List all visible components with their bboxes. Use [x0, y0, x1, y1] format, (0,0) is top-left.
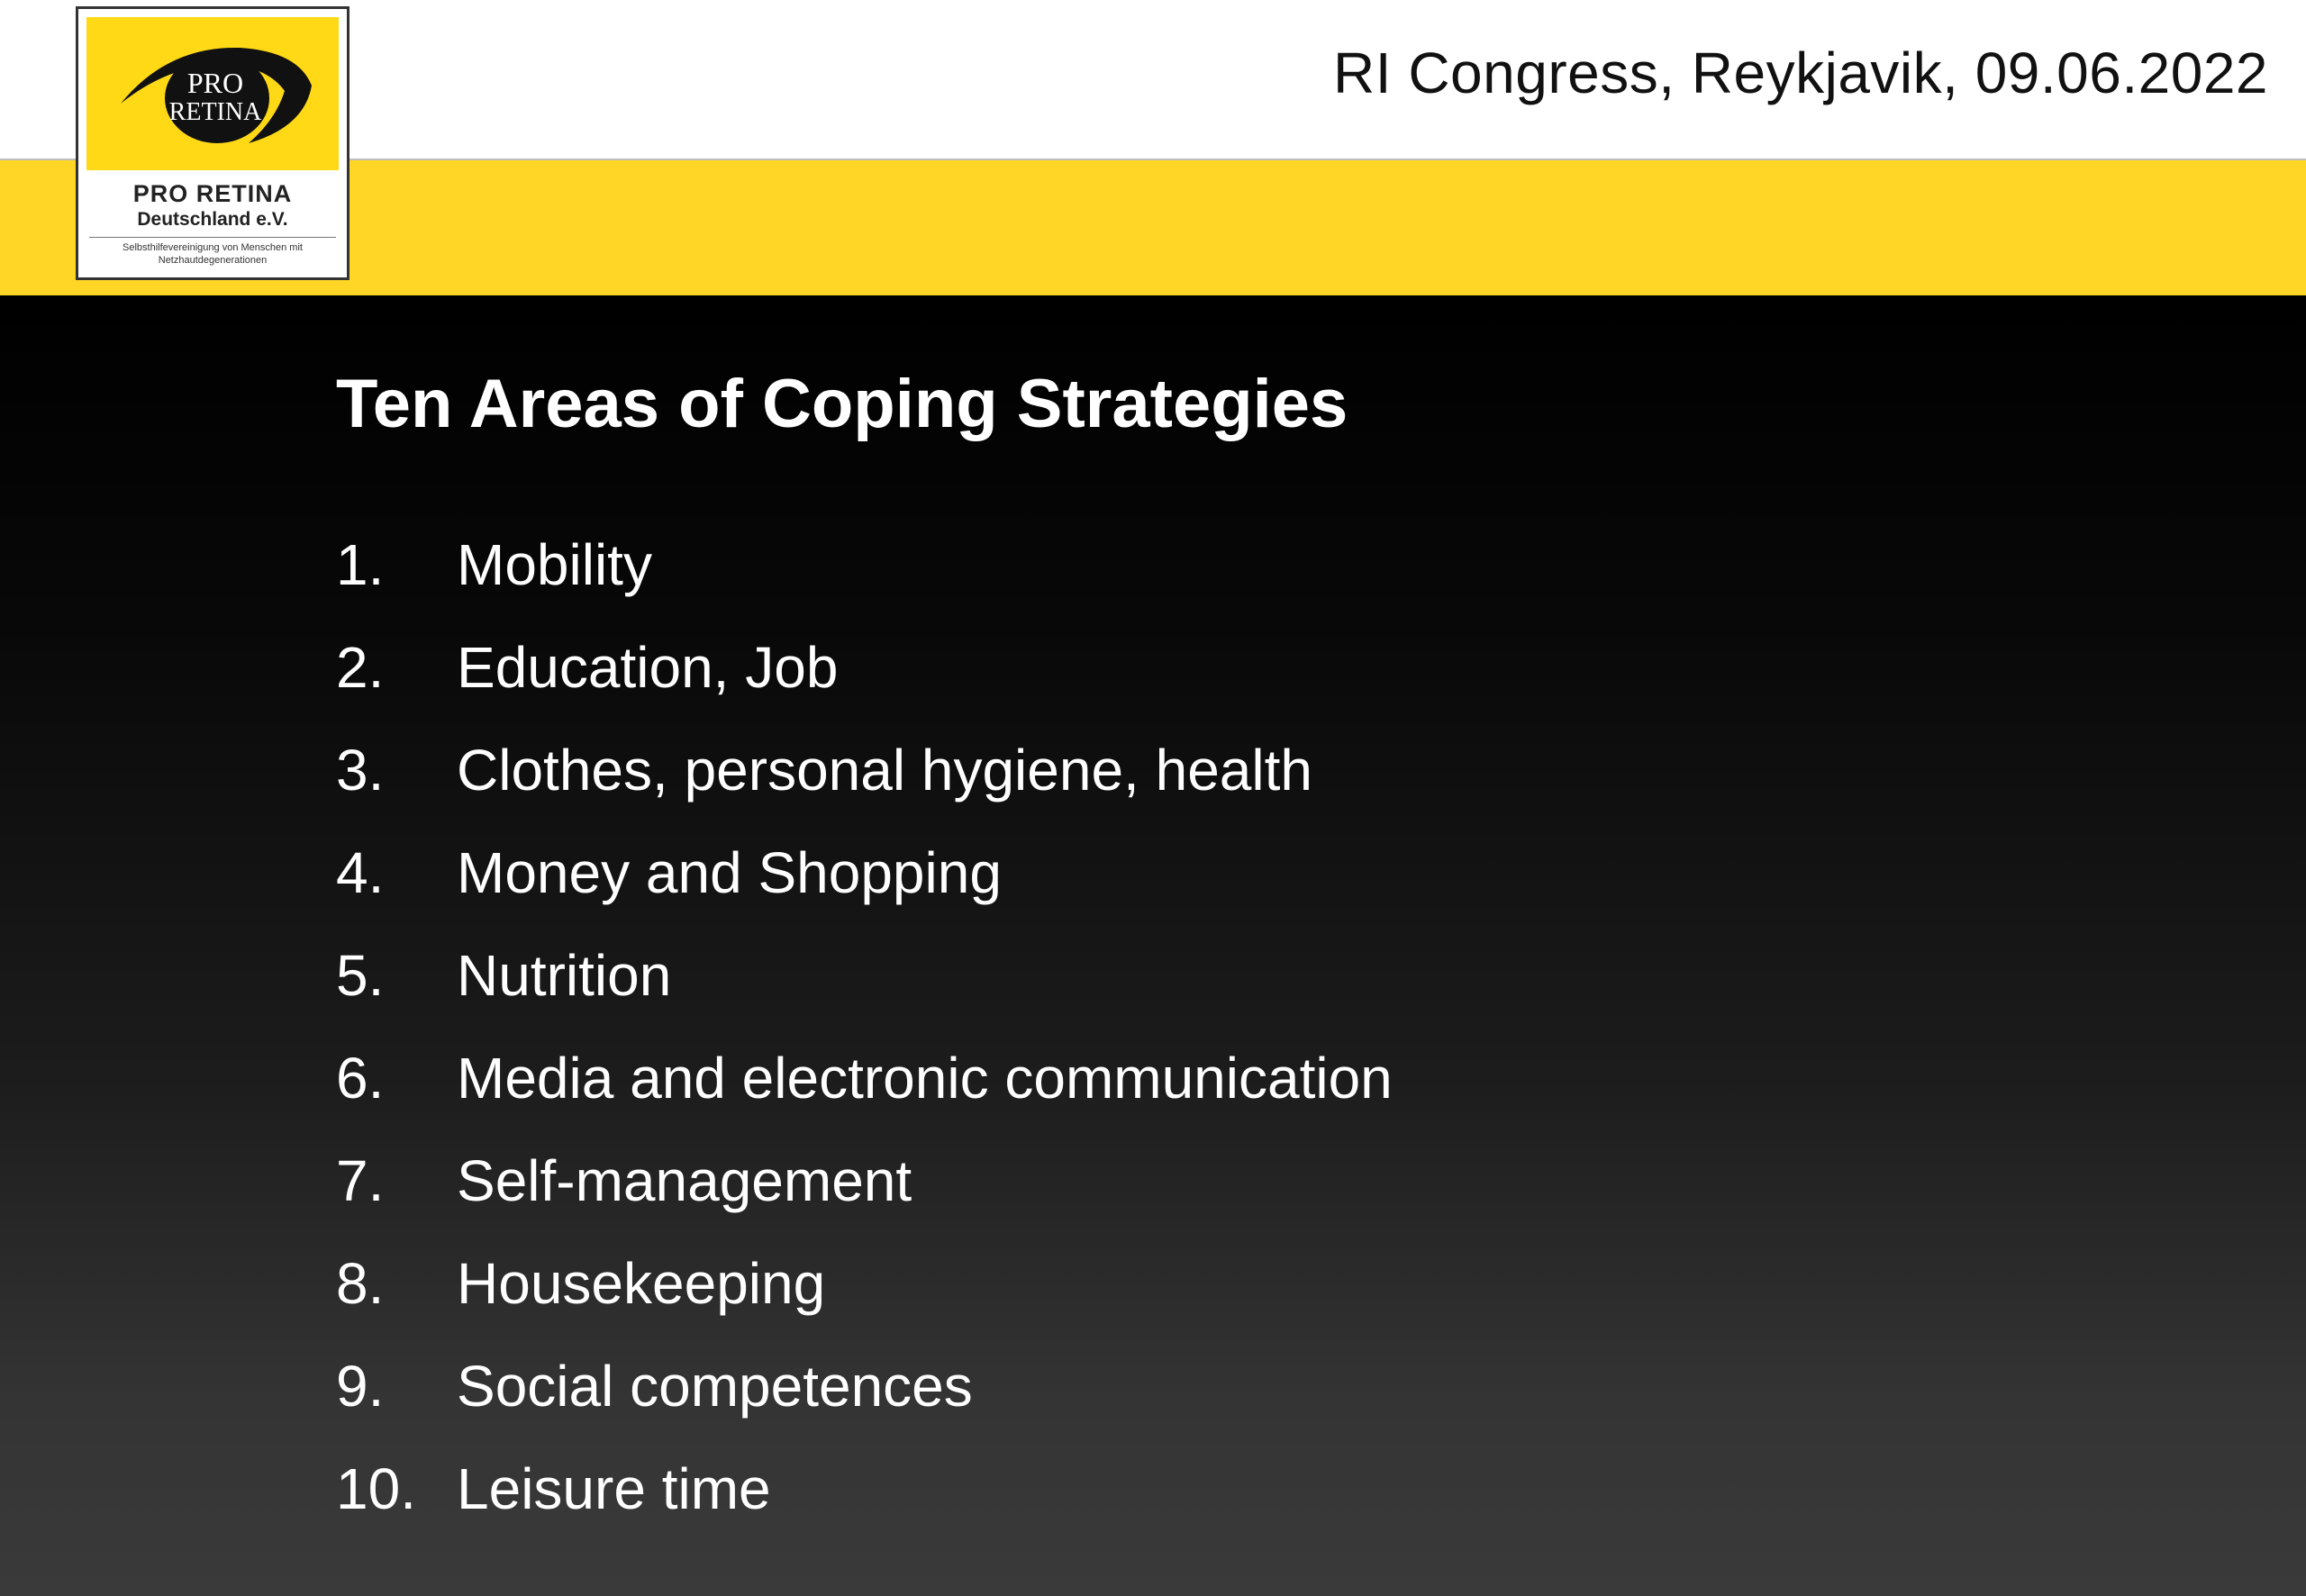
item-number: 4. — [336, 840, 385, 905]
list-item — [336, 1147, 1687, 1250]
list-item — [336, 634, 1687, 737]
list-item — [336, 839, 1687, 942]
strategy-list — [336, 531, 1687, 1558]
pro-retina-logo — [76, 6, 350, 280]
item-label: Money and Shopping — [457, 840, 1002, 905]
list-item — [336, 1353, 1687, 1455]
item-label: Self-management — [457, 1148, 912, 1213]
item-number: 7. — [336, 1148, 385, 1213]
item-label: Clothes, personal hygiene, health — [457, 738, 1312, 803]
logo-tagline — [86, 241, 340, 267]
logo-tagline-line1: Selbsthilfevereinigung von Menschen mit — [123, 242, 303, 253]
item-number: 10. — [336, 1456, 416, 1521]
logo-subtitle: Deutschland e.V. — [137, 209, 288, 230]
item-label: Education, Job — [457, 635, 839, 700]
list-item — [336, 737, 1687, 839]
item-number: 9. — [336, 1354, 385, 1419]
event-info: RI Congress, Reykjavik, 09.06.2022 — [1333, 41, 2268, 105]
item-label: Leisure time — [457, 1456, 771, 1521]
slide-title: Ten Areas of Coping Strategies — [336, 366, 1348, 442]
item-number: 1. — [336, 532, 385, 597]
eye-icon — [113, 39, 316, 151]
logo-divider — [89, 237, 336, 238]
item-number: 3. — [336, 738, 385, 803]
list-item — [336, 1045, 1687, 1147]
logo-eye-text-top: PRO — [186, 67, 244, 99]
item-label: Social competences — [457, 1354, 973, 1419]
item-number: 5. — [336, 943, 385, 1008]
item-label: Nutrition — [457, 943, 672, 1008]
logo-yellow-panel — [86, 17, 339, 170]
list-item — [336, 1455, 1687, 1558]
list-item — [336, 942, 1687, 1045]
item-number: 2. — [336, 635, 385, 700]
item-number: 6. — [336, 1046, 385, 1111]
list-item — [336, 1250, 1687, 1353]
item-number: 8. — [336, 1251, 385, 1316]
item-label: Housekeeping — [457, 1251, 826, 1316]
item-label: Media and electronic communication — [457, 1046, 1393, 1111]
item-label: Mobility — [457, 532, 652, 597]
logo-tagline-line2: Netzhautdegenerationen — [158, 255, 268, 266]
list-item — [336, 531, 1687, 634]
logo-eye-text-bottom: RETINA — [168, 98, 262, 126]
logo-name: PRO RETINA — [132, 180, 293, 207]
